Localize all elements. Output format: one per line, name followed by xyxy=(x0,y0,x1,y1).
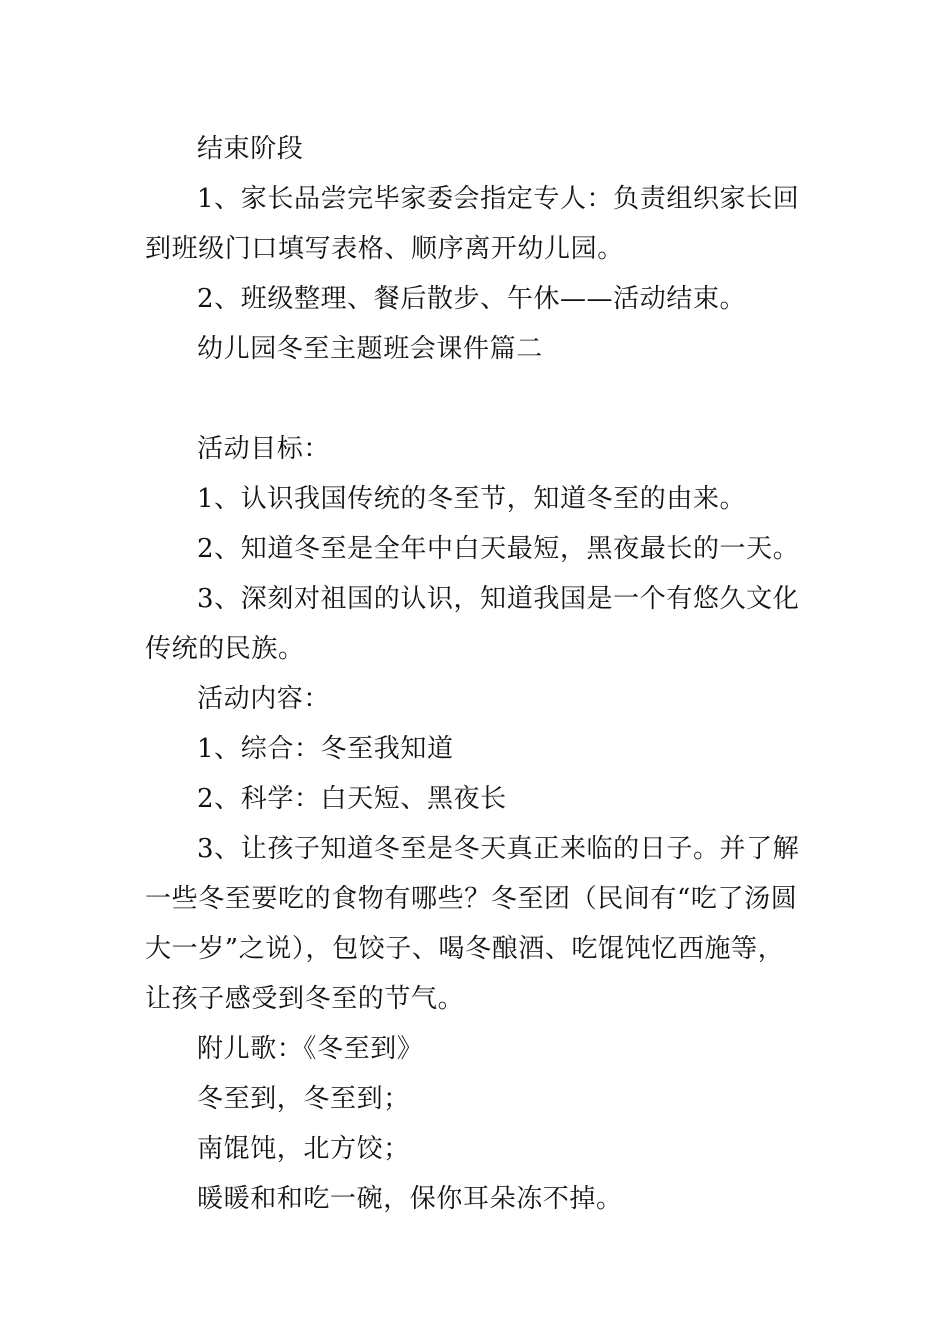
paragraph-content-3: 3、让孩子知道冬至是冬天真正来临的日子。并了解一些冬至要吃的食物有哪些？冬至团（民间有“吃了汤圆大一岁”之说），包饺子、喝冬酿酒、吃馄饨忆西施等，让孩子感受到冬至的节气。 xyxy=(145,834,800,1014)
article-title-part-two: 幼儿园冬至主题班会课件篇二 xyxy=(197,334,543,364)
paragraph-goal-2: 2、知道冬至是全年中白天最短，黑夜最长的一天。 xyxy=(197,534,800,564)
paragraph-goal-1: 1、认识我国传统的冬至节，知道冬至的由来。 xyxy=(197,484,747,514)
section-heading-goals: 活动目标： xyxy=(197,434,331,464)
document-body xyxy=(145,124,809,1224)
paragraph-ending-step-2: 2、班级整理、餐后散步、午休——活动结束。 xyxy=(197,284,747,314)
paragraph-ending-step-1: 1、家长品尝完毕家委会指定专人：负责组织家长回到班级门口填写表格、顺序离开幼儿园。 xyxy=(145,184,800,264)
section-heading-ending-stage: 结束阶段 xyxy=(197,134,304,164)
blank-line xyxy=(145,374,809,424)
song-title: 附儿歌：《冬至到》 xyxy=(197,1034,424,1064)
paragraph-goal-3: 3、深刻对祖国的认识，知道我国是一个有悠久文化传统的民族。 xyxy=(145,584,800,664)
song-line-2: 南馄饨，北方饺； xyxy=(197,1134,410,1164)
song-line-3: 暖暖和和吃一碗，保你耳朵冻不掉。 xyxy=(197,1184,623,1214)
song-line-1: 冬至到，冬至到； xyxy=(197,1084,410,1114)
section-heading-content: 活动内容： xyxy=(197,684,331,714)
paragraph-content-2: 2、科学：白天短、黑夜长 xyxy=(197,784,507,814)
paragraph-content-1: 1、综合：冬至我知道 xyxy=(197,734,454,764)
